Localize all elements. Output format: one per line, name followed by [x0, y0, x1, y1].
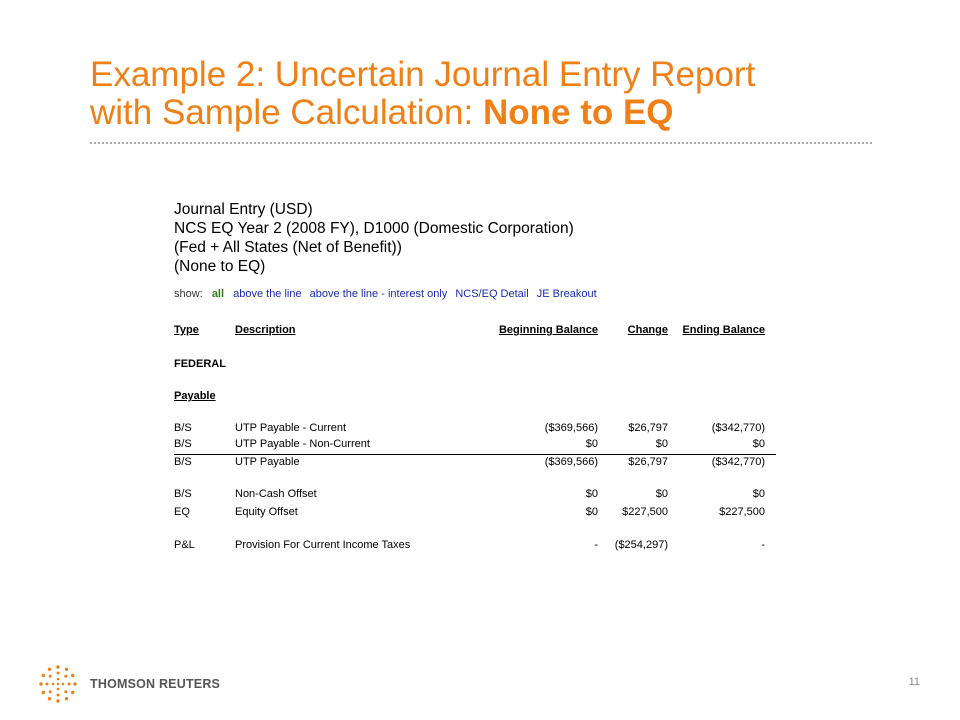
report-heading-line: NCS EQ Year 2 (2008 FY), D1000 (Domestic Corporation) [174, 220, 574, 237]
row-type: B/S [174, 438, 192, 450]
row-type: P&L [174, 539, 195, 551]
journal-entry-report [174, 200, 774, 551]
row-ending-balance: $227,500 [719, 506, 765, 518]
section-federal: FEDERAL [174, 358, 226, 370]
subtotal-rule [174, 454, 776, 455]
report-heading [174, 200, 774, 276]
row-description: UTP Payable - Non-Current [235, 438, 370, 450]
row-ending-balance: $0 [752, 438, 765, 450]
thomson-reuters-dot-sphere-icon [38, 664, 78, 704]
thomson-reuters-logo [38, 664, 221, 704]
table-row [174, 539, 774, 553]
row-beginning-balance: $0 [585, 506, 598, 518]
show-option-je-breakout[interactable]: JE Breakout [536, 288, 597, 300]
row-beginning-balance: $0 [585, 438, 598, 450]
column-header-type[interactable]: Type [174, 324, 199, 336]
slide-title-line-2-prefix: with Sample Calculation: [90, 93, 483, 132]
row-ending-balance: $0 [752, 488, 765, 500]
row-change: $0 [655, 488, 668, 500]
slide-title-line-1: Example 2: Uncertain Journal Entry Report [90, 55, 756, 94]
row-description: UTP Payable - Current [235, 422, 347, 434]
slide-title [90, 56, 890, 132]
row-type: EQ [174, 506, 190, 518]
row-beginning-balance: - [594, 539, 598, 551]
page-number: 11 [908, 676, 920, 688]
show-option-ncs-eq-detail[interactable]: NCS/EQ Detail [455, 288, 529, 300]
table-row [174, 438, 774, 452]
show-label: show: [174, 288, 203, 300]
table-row [174, 488, 774, 502]
row-type: B/S [174, 488, 192, 500]
row-type: B/S [174, 422, 192, 434]
show-option-above-the-line[interactable]: above the line [233, 288, 302, 300]
show-filter-bar [174, 288, 602, 300]
row-change: $26,797 [628, 456, 668, 468]
row-type: B/S [174, 456, 192, 468]
title-dotted-divider [90, 142, 872, 144]
column-header-description[interactable]: Description [235, 324, 296, 336]
row-description: Non-Cash Offset [235, 488, 317, 500]
row-ending-balance: ($342,770) [711, 456, 765, 468]
report-heading-line: (Fed + All States (Net of Benefit)) [174, 239, 402, 256]
report-heading-line: (None to EQ) [174, 258, 266, 275]
slide-title-line-2-bold: None to EQ [482, 93, 674, 132]
table-row [174, 506, 774, 520]
row-change: ($254,297) [614, 539, 668, 551]
column-header-ending-balance[interactable]: Ending Balance [682, 324, 765, 336]
row-beginning-balance: ($369,566) [544, 422, 598, 434]
show-option-above-the-line-interest-only[interactable]: above the line - interest only [309, 288, 448, 300]
row-description: Provision For Current Income Taxes [235, 539, 411, 551]
slide-title-line-2 [90, 94, 890, 132]
column-header-beginning-balance[interactable]: Beginning Balance [498, 324, 598, 336]
logo-wordmark: THOMSON REUTERS [90, 677, 221, 691]
row-ending-balance: - [761, 539, 765, 551]
row-change: $227,500 [622, 506, 668, 518]
table-row [174, 422, 774, 436]
row-description: UTP Payable [235, 456, 300, 468]
row-change: $0 [655, 438, 668, 450]
show-option-all[interactable]: all [211, 288, 225, 300]
report-heading-line: Journal Entry (USD) [174, 201, 313, 218]
row-change: $26,797 [628, 422, 668, 434]
row-beginning-balance: ($369,566) [544, 456, 598, 468]
table-row-subtotal [174, 456, 774, 470]
column-header-change[interactable]: Change [627, 324, 668, 336]
row-beginning-balance: $0 [585, 488, 598, 500]
row-ending-balance: ($342,770) [711, 422, 765, 434]
section-payable: Payable [174, 390, 216, 402]
row-description: Equity Offset [235, 506, 298, 518]
